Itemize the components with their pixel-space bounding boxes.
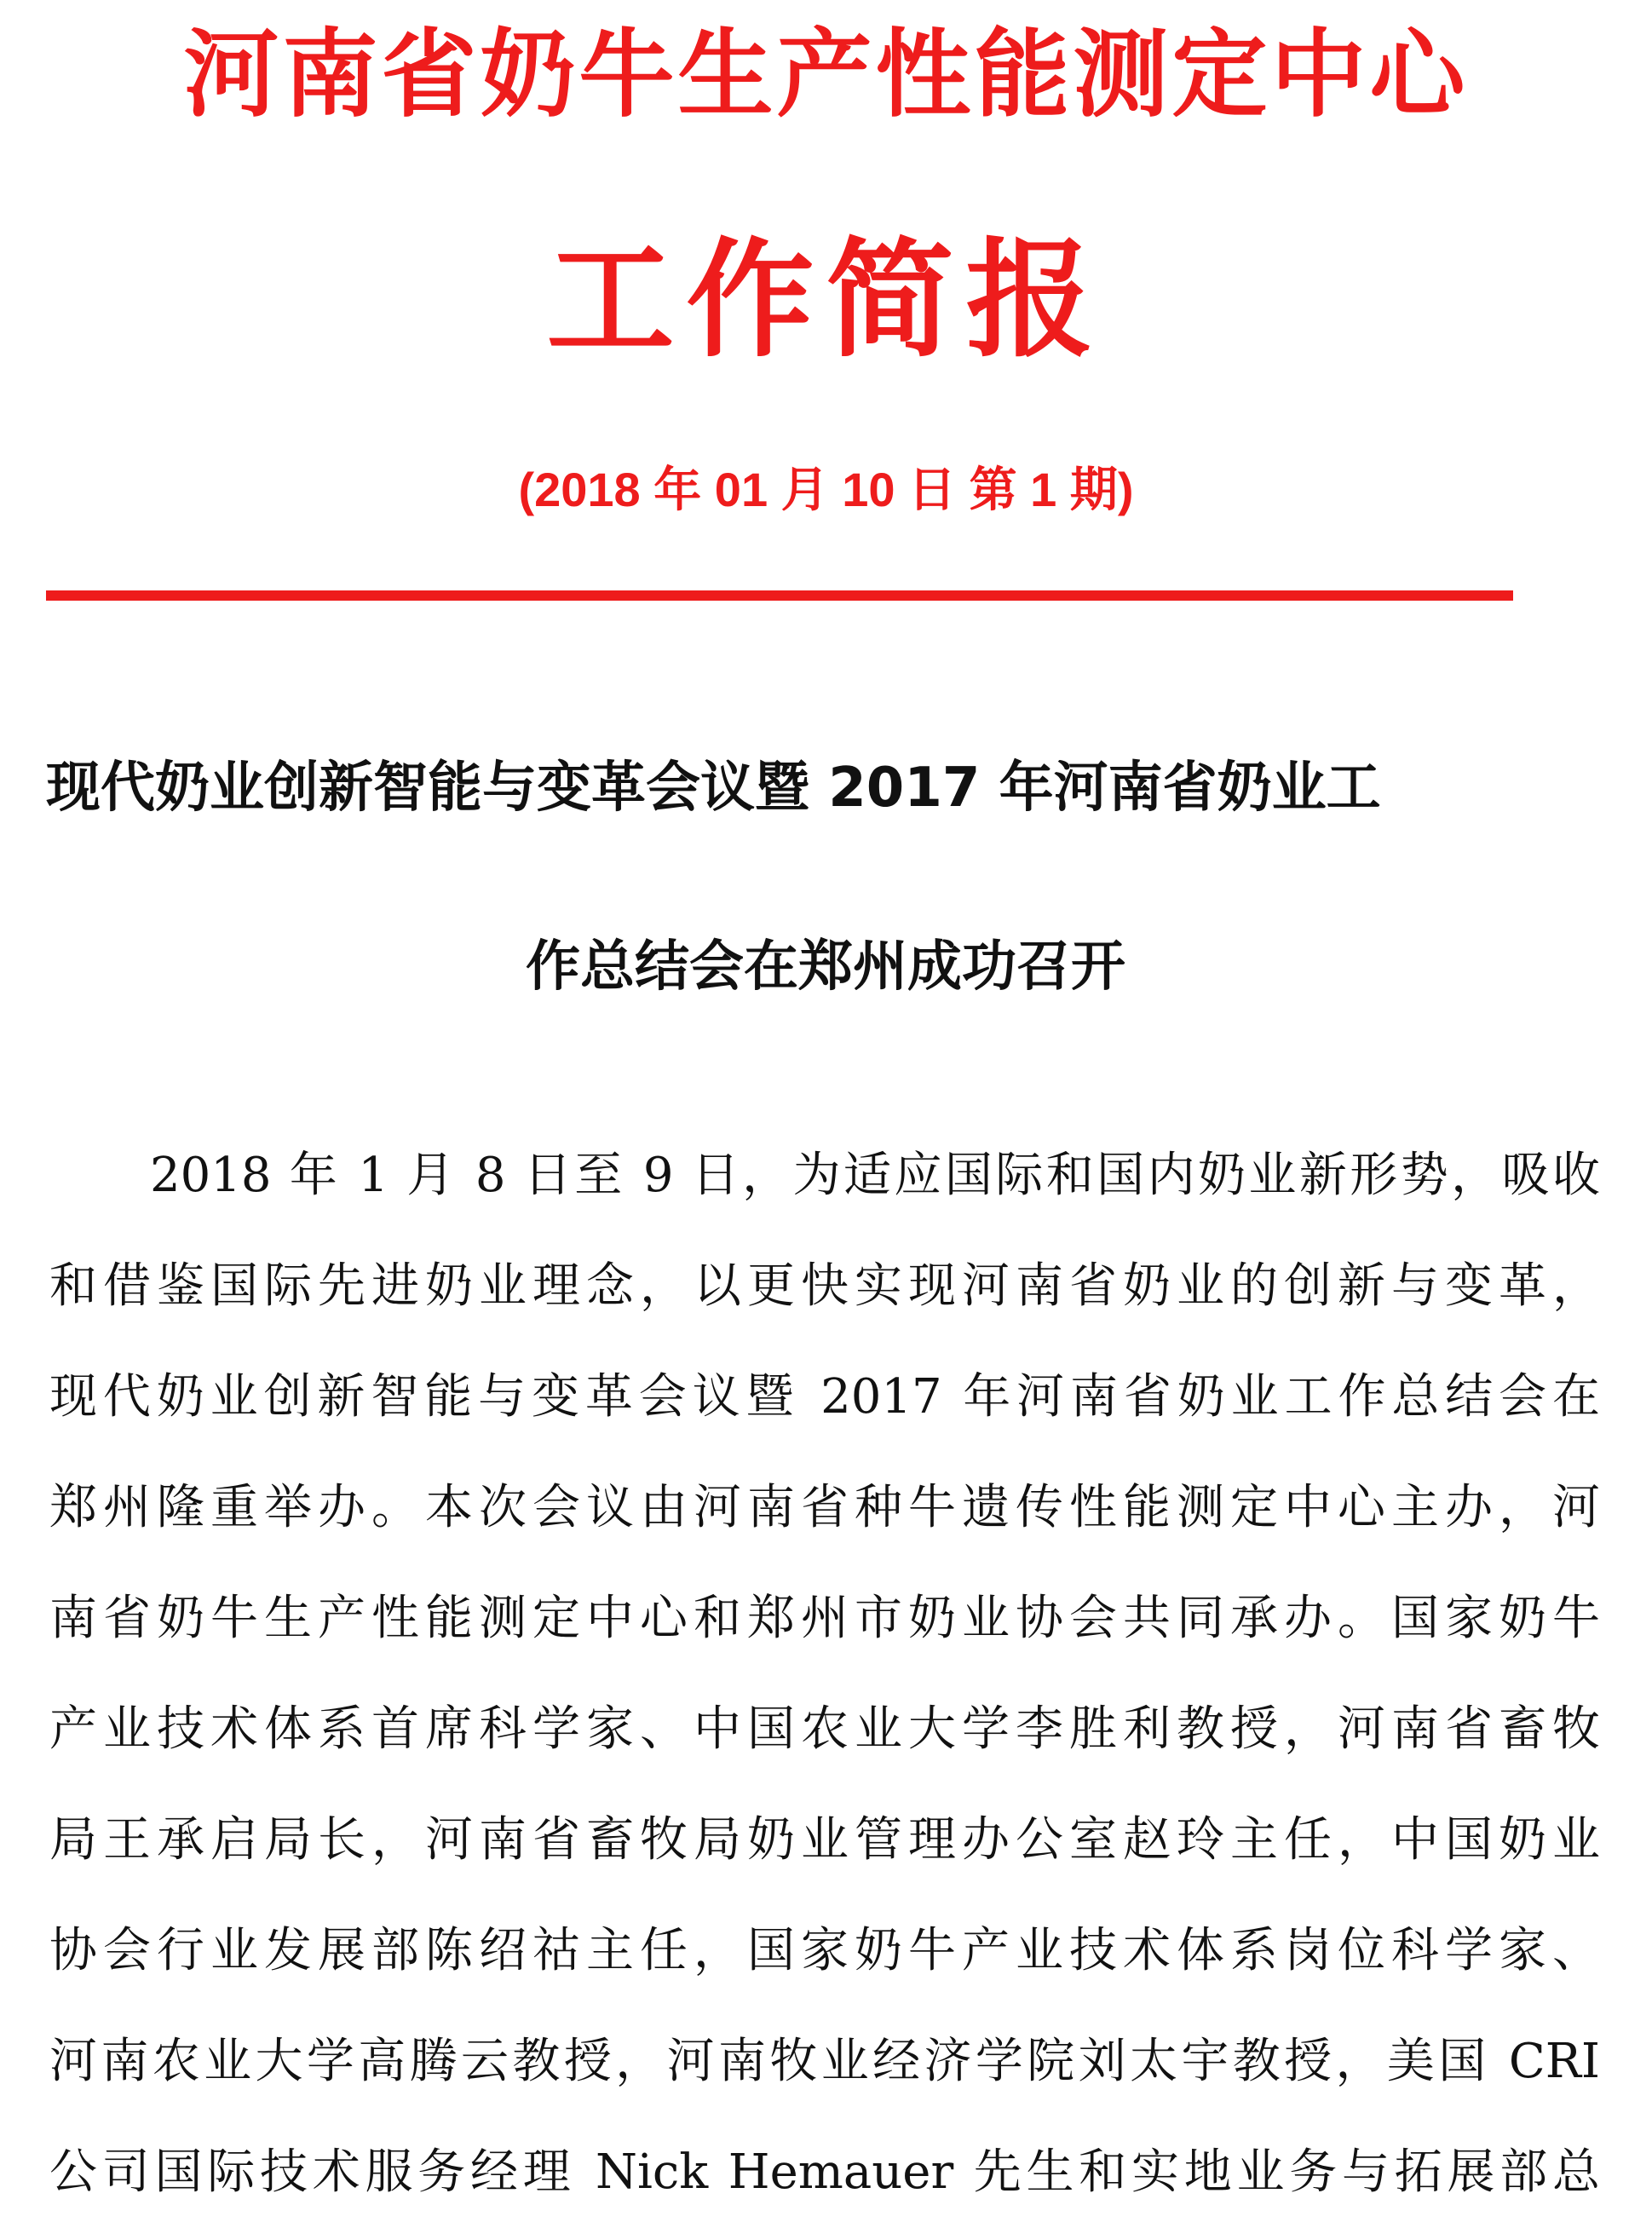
body-line-8: 协会行业发展部陈绍祜主任，国家奶牛产业技术体系岗位科学家、 <box>49 1923 1600 1978</box>
organization-name: 河南省奶牛生产性能测定中心 <box>183 20 1469 130</box>
body-line-2: 和借鉴国际先进奶业理念，以更快实现河南省奶业的创新与变革， <box>49 1258 1600 1314</box>
issue-date-number: (2018 年 01 月 10 日 第 1 期) <box>518 463 1134 516</box>
body-line-4: 郑州隆重举办。本次会议由河南省种牛遗传性能测定中心主办，河 <box>49 1480 1600 1535</box>
article-title-line-2: 作总结会在郑州成功召开 <box>526 936 1125 999</box>
body-line-5: 南省奶牛生产性能测定中心和郑州市奶业协会共同承办。国家奶牛 <box>49 1591 1600 1646</box>
body-line-3: 现代奶业创新智能与变革会议暨 2017 年河南省奶业工作总结会在 <box>49 1369 1600 1425</box>
body-line-9: 河南农业大学高腾云教授，河南牧业经济学院刘太宇教授，美国 CRI <box>49 2034 1600 2089</box>
body-line-10: 公司国际技术服务经理 Nick Hemauer 先生和实地业务与拓展部总 <box>49 2145 1600 2200</box>
body-line-6: 产业技术体系首席科学家、中国农业大学李胜利教授，河南省畜牧 <box>49 1701 1600 1757</box>
body-line-1: 2018 年 1 月 8 日至 9 日，为适应国际和国内奶业新形势，吸收 <box>150 1148 1600 1203</box>
brief-title: 工作简报 <box>546 227 1106 375</box>
article-body <box>49 1120 1600 2228</box>
body-line-7: 局王承启局长，河南省畜牧局奶业管理办公室赵玲主任，中国奶业 <box>49 1812 1600 1868</box>
article-title <box>46 750 1605 999</box>
header-divider-line <box>46 590 1513 601</box>
article-title-line-1: 现代奶业创新智能与变革会议暨 2017 年河南省奶业工 <box>46 757 1381 820</box>
